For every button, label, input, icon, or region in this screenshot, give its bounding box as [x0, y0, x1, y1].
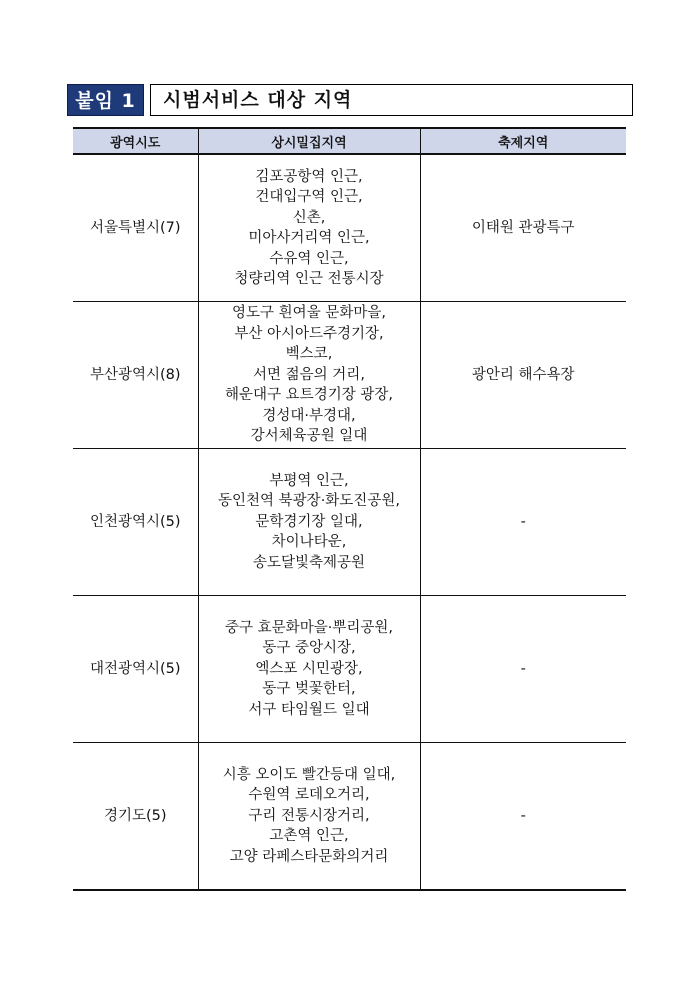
crowded-area-item: 부산 아시아드주경기장, — [234, 325, 384, 342]
festival-area-cell: - — [420, 743, 626, 891]
header-festival-area: 축제지역 — [420, 128, 626, 154]
crowded-area-item: 벡스코, — [285, 346, 333, 363]
pilot-region-table — [73, 127, 626, 891]
crowded-area-item: 시흥 오이도 빨간등대 일대, — [222, 766, 396, 783]
crowded-area-cell — [198, 743, 420, 891]
crowded-area-item: 문학경기장 일대, — [255, 513, 363, 530]
header-province: 광역시도 — [73, 128, 198, 154]
festival-area-cell: - — [420, 596, 626, 743]
crowded-area-item: 차이나타운, — [271, 534, 347, 551]
table-row — [73, 743, 626, 891]
crowded-area-item: 동인천역 북광장·화도진공원, — [218, 493, 400, 510]
region-cell: 경기도(5) — [73, 743, 198, 891]
crowded-area-item: 신촌, — [292, 209, 326, 226]
crowded-area-item: 강서체육공원 일대 — [250, 428, 368, 445]
crowded-area-item: 부평역 인근, — [269, 472, 349, 489]
festival-area-cell: 이태원 관광특구 — [420, 154, 626, 302]
crowded-area-item: 서면 젊음의 거리, — [253, 366, 365, 383]
festival-area-cell: 광안리 해수욕장 — [420, 302, 626, 449]
crowded-area-item: 김포공항역 인근, — [255, 168, 363, 185]
crowded-area-cell — [198, 302, 420, 449]
table-row — [73, 449, 626, 596]
table-header — [73, 128, 626, 154]
region-cell: 서울특별시(7) — [73, 154, 198, 302]
header-crowded-area: 상시밀집지역 — [198, 128, 420, 154]
crowded-area-item: 고양 라페스타문화의거리 — [229, 848, 389, 865]
crowded-area-item: 엑스포 시민광장, — [255, 660, 363, 677]
crowded-area-item: 송도달빛축제공원 — [252, 554, 366, 571]
crowded-area-item: 수유역 인근, — [269, 250, 349, 267]
crowded-area-item: 미아사거리역 인근, — [248, 230, 370, 246]
crowded-area-item: 동구 벚꽃한터, — [262, 681, 356, 698]
title-text: 시범서비스 대상 지역 — [150, 84, 633, 116]
crowded-area-cell — [198, 449, 420, 596]
festival-area-cell: - — [420, 449, 626, 596]
crowded-area-item: 수원역 로데오거리, — [248, 787, 370, 804]
crowded-area-item: 청량리역 인근 전통시장 — [234, 271, 384, 287]
table-row — [73, 596, 626, 743]
crowded-area-item: 동구 중앙시장, — [262, 640, 356, 657]
crowded-area-cell — [198, 154, 420, 302]
table-row — [73, 302, 626, 449]
appendix-badge: 붙임 1 — [67, 84, 144, 116]
table-row — [73, 154, 626, 302]
document-title — [67, 84, 633, 116]
crowded-area-item: 서구 타임월드 일대 — [248, 701, 370, 718]
region-cell: 부산광역시(8) — [73, 302, 198, 449]
crowded-area-item: 경성대·부경대, — [262, 407, 356, 424]
crowded-area-item: 고촌역 인근, — [269, 828, 349, 845]
region-cell: 대전광역시(5) — [73, 596, 198, 743]
crowded-area-item: 건대입구역 인근, — [255, 189, 363, 205]
crowded-area-item: 중구 효문화마을·뿌리공원, — [225, 619, 393, 636]
table-body — [73, 154, 626, 890]
crowded-area-item: 영도구 흰여울 문화마을, — [232, 305, 386, 322]
crowded-area-item: 해운대구 요트경기장 광장, — [225, 387, 393, 404]
header-row — [73, 128, 626, 154]
crowded-area-cell — [198, 596, 420, 743]
crowded-area-item: 구리 전통시장거리, — [248, 807, 370, 824]
region-cell: 인천광역시(5) — [73, 449, 198, 596]
